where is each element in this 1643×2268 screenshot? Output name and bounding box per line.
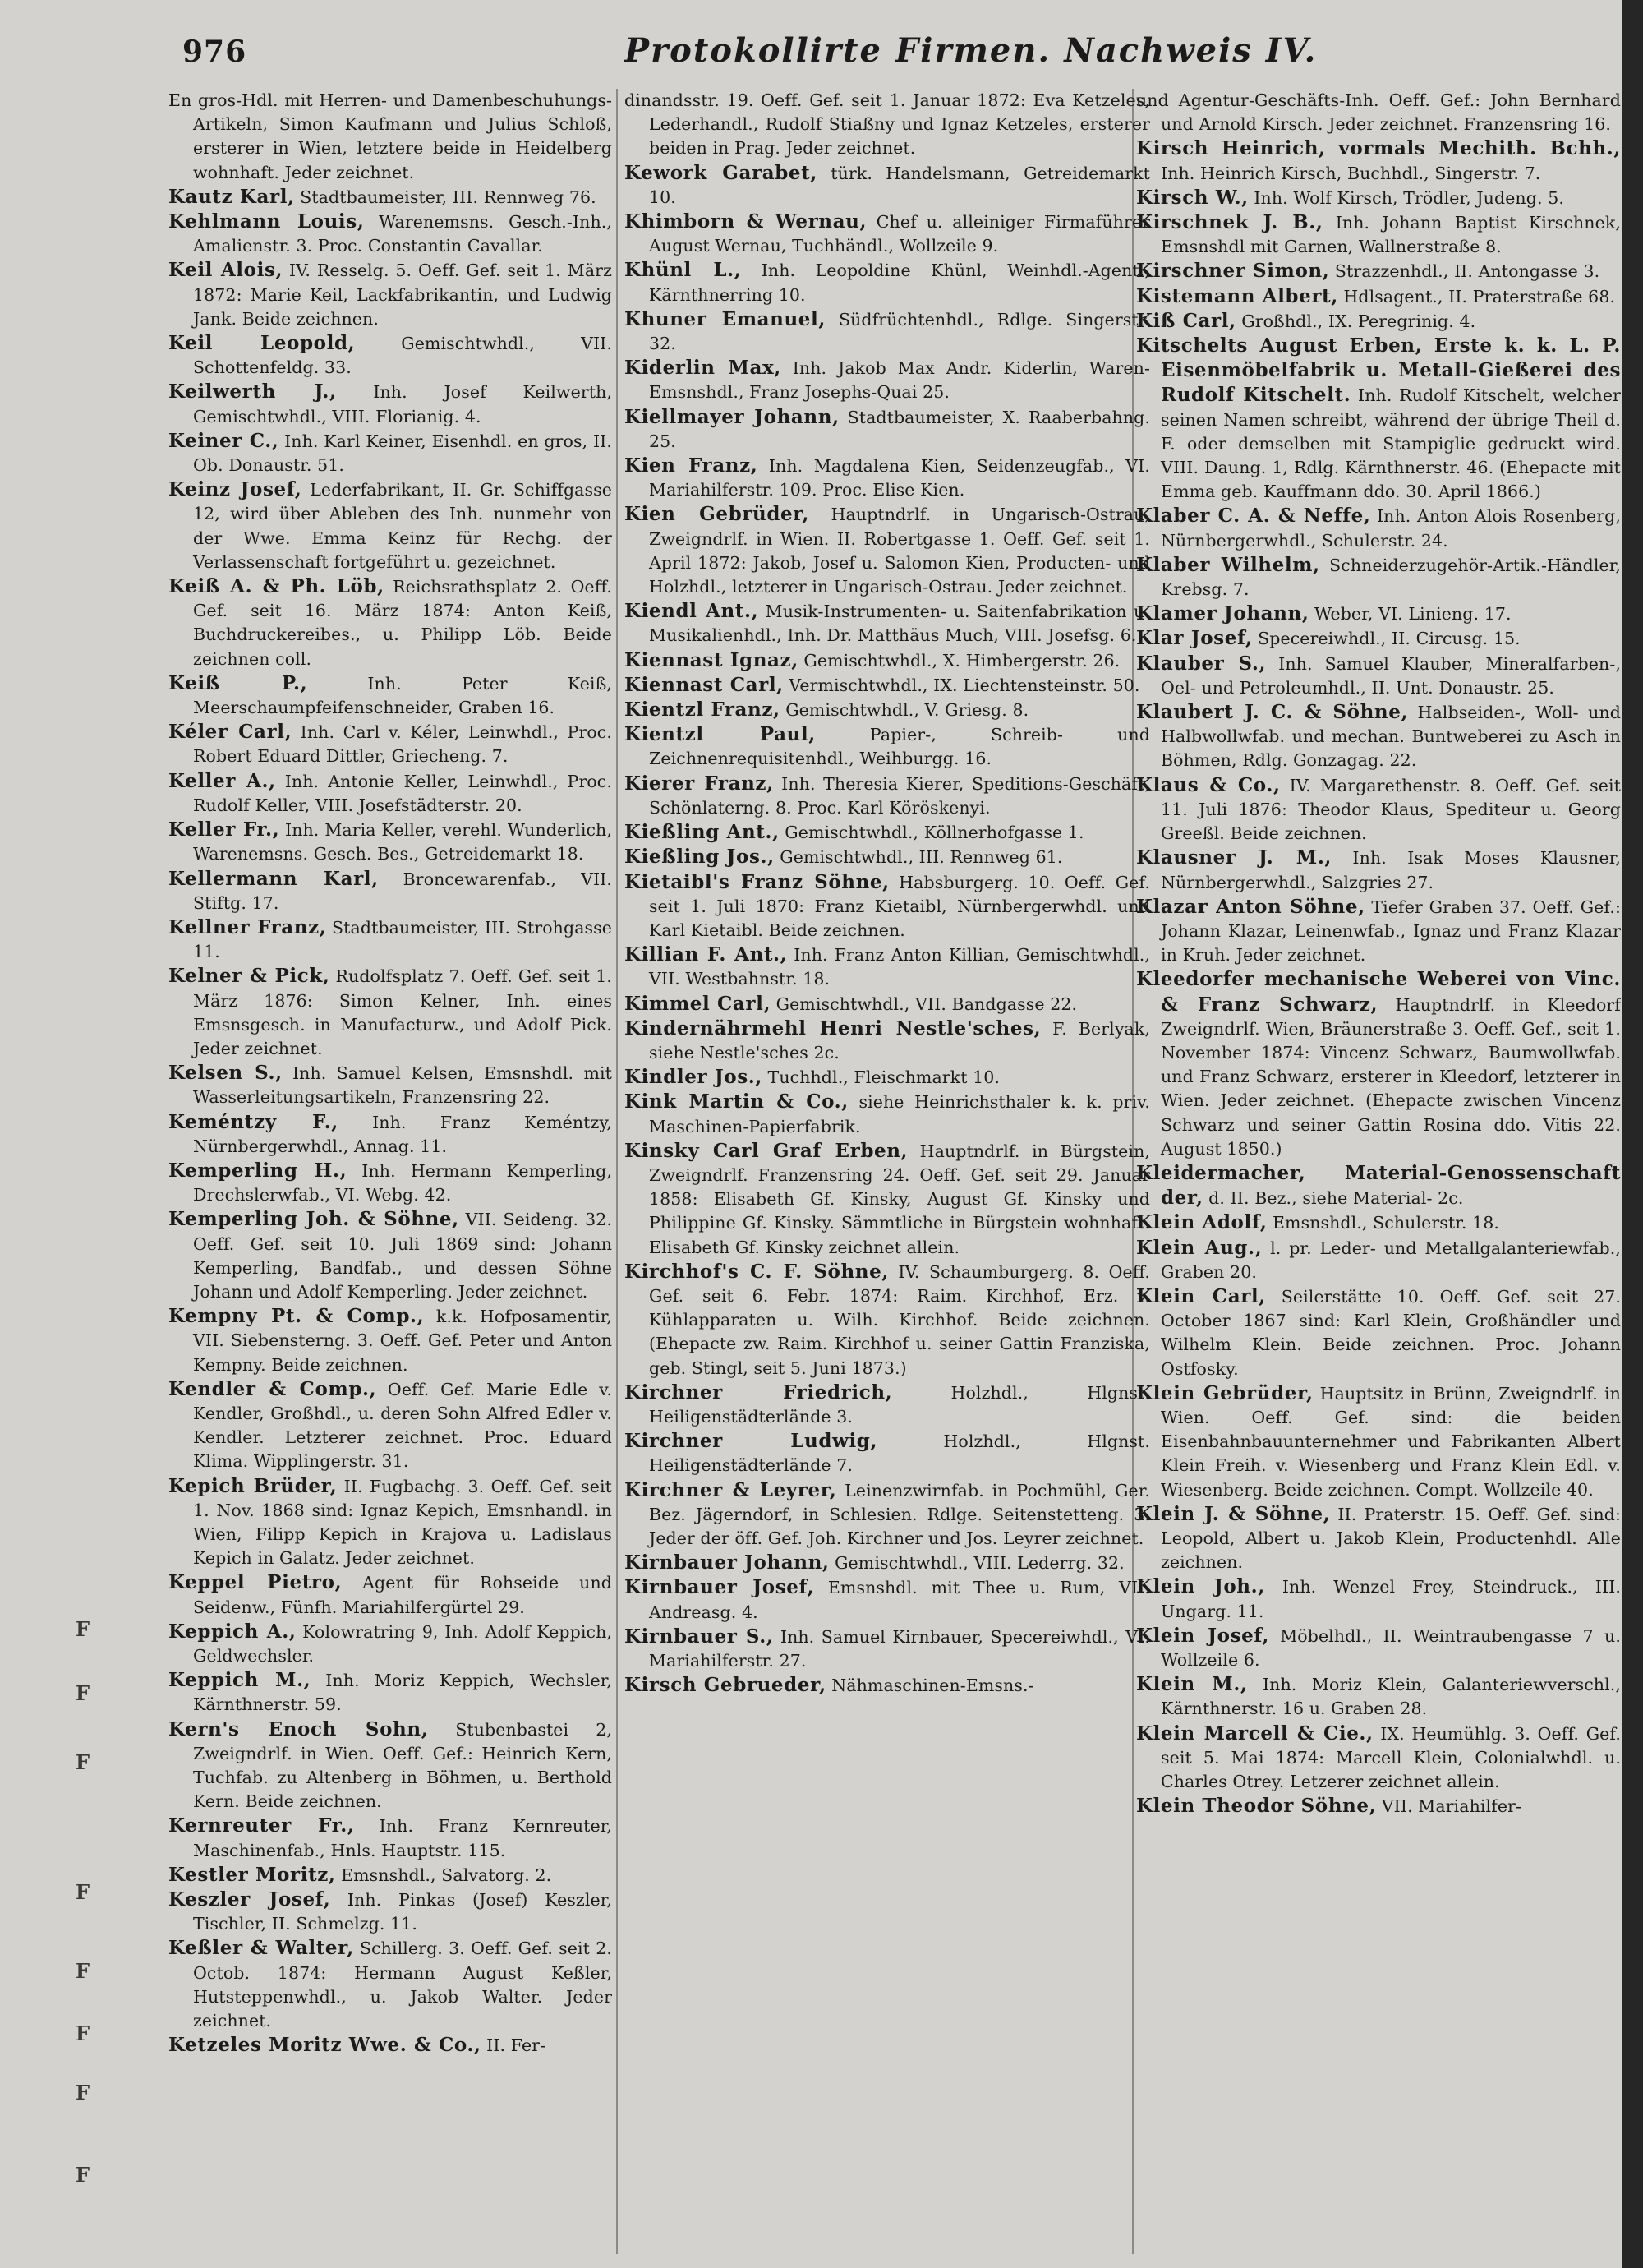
entry-text: siehe Heinrichsthaler k. k. priv. Maschinen-Papierfabrik. (649, 1092, 1150, 1136)
firm-name: Kirnbauer S., (624, 1625, 774, 1648)
directory-entry (168, 1304, 612, 1377)
entry-text: Tiefer Graben 37. Oeff. Gef.: Johann Klazar, Leinenwfab., Ignaz und Franz Klazar in Kruh. Jeder zeichnet. (1161, 897, 1621, 966)
firm-name: Kimmel Carl, (624, 992, 771, 1015)
directory-entry (1136, 1624, 1621, 1672)
column-left (168, 89, 612, 2254)
margin-mark: F (76, 1959, 90, 1983)
firm-name: Kientzl Franz, (624, 698, 780, 721)
entry-text: IX. Heumühlg. 3. Oeff. Gef. seit 5. Mai 1874: Marcell Klein, Colonialwhdl. u. Charles Otrey. Letzerer zeichnet allein. (1161, 1723, 1621, 1792)
firm-name: Kellermann Karl, (168, 867, 379, 890)
firm-name: Kirnbauer Johann, (624, 1551, 830, 1574)
entry-text: II. Fugbachg. 3. Oeff. Gef. seit 1. Nov. 1868 sind: Ignaz Kepich, Emsnhandl. in Wien, Filipp Kepich in Krajova u. Ladislaus Kepich in Galatz. Jeder zeichnet. (193, 1476, 612, 1569)
firm-name: Keßler & Walter, (168, 1937, 354, 1960)
firm-name: Kempny Pt. & Comp., (168, 1305, 425, 1328)
firm-name: Kirchner Friedrich, (624, 1381, 893, 1404)
entry-text: Gemischtwhdl., VII. Bandgasse 22. (775, 993, 1078, 1014)
firm-name: Klazar Anton Söhne, (1136, 895, 1365, 918)
entry-text: En gros-Hdl. mit Herren- und Damenbeschuhungs-Artikeln, Simon Kaufmann und Julius Schloß, ersterer in Wien, letztere beide in Heidelberg wohnhaft. Jeder zeichnet. (168, 90, 612, 182)
directory-entry (624, 772, 1150, 820)
directory-entry (1136, 967, 1621, 1161)
entry-text: Inh. Franz Keméntzy, Nürnbergerwhdl., Annag. 11. (193, 1112, 612, 1156)
directory-entry (624, 1260, 1150, 1381)
directory-entry (624, 356, 1150, 404)
entry-text: Gemischtwhdl., VIII. Lederrg. 32. (835, 1553, 1125, 1574)
margin-mark: F (76, 1617, 90, 1641)
directory-entry (168, 185, 612, 210)
directory-entry (168, 89, 612, 185)
directory-entry (1136, 773, 1621, 846)
directory-entry (1136, 846, 1621, 894)
directory-entry (624, 405, 1150, 454)
firm-name: Keller Fr., (168, 818, 280, 841)
directory-entry (1136, 626, 1621, 651)
directory-entry (168, 1377, 612, 1474)
directory-entry (168, 331, 612, 380)
firm-name: Ketzeles Moritz Wwe. & Co., (168, 2034, 481, 2057)
directory-entry (1136, 504, 1621, 552)
directory-entry (624, 992, 1150, 1016)
entry-text: Papier-, Schreib- und Zeichnenrequisitenhdl., Weihburgg. 16. (649, 725, 1150, 769)
entry-text: Hauptndrlf. in Bürgstein, Zweigndrlf. Franzensring 24. Oeff. Gef. seit 29. Januar 1858: Elisabeth Gf. Kinsky, August Gf. Kinsky und Philippine Gf. Kinsky. Sämmtliche in Bürgstein wohnhaft. Elisabeth Gf. Kinsky zeichnet allein. (649, 1141, 1150, 1257)
firm-name: Kiendl Ant., (624, 600, 759, 623)
entry-text: Inh. Pinkas (Josef) Keszler, Tischler, II. Schmelzg. 11. (193, 1890, 612, 1934)
firm-name: Kistemann Albert, (1136, 284, 1338, 307)
entry-text: Schillerg. 3. Oeff. Gef. seit 2. Octob. 1874: Hermann August Keßler, Hutsteppenwhdl., u. Jakob Walter. Jeder zeichnet. (193, 1938, 612, 2031)
directory-entry (624, 502, 1150, 599)
directory-entry (168, 915, 612, 964)
directory-entry (624, 161, 1150, 210)
entry-text: Vermischtwhdl., IX. Liechtensteinstr. 50. (789, 675, 1140, 695)
firm-name: Kinsky Carl Graf Erben, (624, 1139, 909, 1162)
directory-entry (168, 720, 612, 768)
directory-entry (168, 1474, 612, 1571)
entry-text: IV. Resselg. 5. Oeff. Gef. seit 1. März 1872: Marie Keil, Lackfabrikantin, und Ludwig Jank. Beide zeichnen. (193, 260, 612, 329)
entry-text: Emsnshdl., Schulerstr. 18. (1272, 1213, 1500, 1233)
directory-entry (168, 1668, 612, 1717)
entry-text: Habsburgerg. 10. Oeff. Gef. seit 1. Juli 1870: Franz Kietaibl, Nürnbergerwhdl. und Karl Kietaibl. Beide zeichnen. (649, 872, 1150, 940)
firm-name: Kiennast Carl, (624, 673, 784, 696)
firm-name: Kiß Carl, (1136, 309, 1236, 332)
directory-entry (1136, 284, 1621, 309)
firm-name: Klein M., (1136, 1673, 1248, 1696)
directory-entry (624, 870, 1150, 943)
directory-entry (624, 1381, 1150, 1429)
firm-name: Klar Josef, (1136, 627, 1253, 650)
firm-name: Kestler Moritz, (168, 1863, 336, 1886)
entry-text: II. Fer- (486, 2035, 546, 2056)
directory-entry (1136, 700, 1621, 773)
entry-text: Reichsrathsplatz 2. Oeff. Gef. seit 16. März 1874: Anton Keiß, Buchdruckereibes., u. Philipp Löb. Beide zeichnen coll. (193, 577, 612, 669)
directory-entry (1136, 1672, 1621, 1721)
margin-mark: F (76, 1750, 90, 1774)
firm-name: Keil Leopold, (168, 332, 356, 355)
directory-entry (168, 1814, 612, 1862)
entry-text: Inh. Wenzel Frey, Steindruck., III. Ungarg. 11. (1161, 1577, 1621, 1621)
directory-entry (1136, 652, 1621, 700)
entry-text: Leinenzwirnfab. in Pochmühl, Ger. Bez. Jägerndorf, in Schlesien. Rdlge. Seitenstetteng. 3. Jeder der öff. Gef. Joh. Kirchner und Jos. Leyrer zeichnet. (649, 1480, 1150, 1548)
entry-text: Inh. Wolf Kirsch, Trödler, Judeng. 5. (1254, 187, 1564, 208)
firm-name: Kernreuter Fr., (168, 1814, 355, 1837)
entry-text: Holzhdl., Hlgnst. Heiligenstädterlände 3. (649, 1382, 1150, 1427)
entry-text: Hdlsagent., II. Praterstraße 68. (1343, 286, 1616, 307)
directory-entry (168, 574, 612, 671)
directory-entry (1136, 186, 1621, 210)
entry-text: Hauptndrlf. in Ungarisch-Ostrau, Zweigndrlf. in Wien. II. Robertgasse 1. Oeff. Gef. seit 1. April 1872: Jakob, Josef u. Salomon Kien, Producten- und Holzhdl., letzterer in Ungarisch-Ostrau. Jeder zeichnet. (649, 505, 1150, 597)
entry-text: Chef u. alleiniger Firmaführer August Wernau, Tuchhändl., Wollzeile 9. (649, 212, 1150, 256)
directory-entry (168, 1159, 612, 1207)
firm-name: Klausner J. M., (1136, 846, 1332, 869)
directory-entry (1136, 1161, 1621, 1210)
entry-text: Nähmaschinen-Emsns.- (831, 1676, 1034, 1696)
entry-text: Specereiwhdl., II. Circusg. 15. (1258, 629, 1521, 649)
firm-name: Khuner Emanuel, (624, 307, 826, 330)
directory-entry (624, 599, 1150, 648)
firm-name: Kirchner & Leyrer, (624, 1478, 837, 1501)
directory-entry (624, 89, 1150, 161)
firm-name: Keszler Josef, (168, 1888, 331, 1911)
directory-entry (168, 1061, 612, 1109)
firm-name: Kehlmann Louis, (168, 210, 365, 233)
firm-name: Klein Joh., (1136, 1575, 1265, 1598)
entry-text: Gemischtwhdl., Köllnerhofgasse 1. (785, 823, 1084, 843)
directory-entry (168, 867, 612, 915)
firm-name: Klauber S., (1136, 652, 1267, 675)
entry-text: Inh. Karl Keiner, Eisenhdl. en gros, II. Ob. Donaustr. 51. (193, 431, 612, 476)
entry-text: Weber, VI. Linieng. 17. (1314, 604, 1512, 625)
directory-entry (624, 258, 1150, 307)
entry-text: Gemischtwhdl., III. Rennweg 61. (780, 847, 1063, 868)
entry-text: Holzhdl., Hlgnst. Heiligenstädterlände 7. (649, 1431, 1150, 1476)
firm-name: Killian F. Ant., (624, 943, 788, 966)
directory-entry (624, 943, 1150, 991)
directory-entry (1136, 1284, 1621, 1381)
entry-text: Gemischtwhdl., V. Griesg. 8. (785, 700, 1029, 721)
entry-text: Kolowratring 9, Inh. Adolf Keppich, Geldwechsler. (193, 1621, 612, 1666)
directory-entry (624, 454, 1150, 502)
firm-name: Kirsch Heinrich, vormals Mechith. Bchh., (1136, 137, 1621, 160)
entry-text: Inh. Samuel Kelsen, Emsnshdl. mit Wasserleitungsartikeln, Franzensring 22. (193, 1063, 612, 1108)
firm-name: Kink Martin & Co., (624, 1090, 849, 1113)
firm-name: Keller A., (168, 769, 276, 792)
entry-text: Seilerstätte 10. Oeff. Gef. seit 27. October 1867 sind: Karl Klein, Großhändler und Wilhelm Klein. Beide zeichnen. Proc. Johann Ostfosky. (1161, 1286, 1621, 1379)
entry-text: IV. Schaumburgerg. 8. Oeff. Gef. seit 6. Febr. 1874: Raim. Kirchhof, Erz. v. Kühlapparaten u. Wilh. Kirchhof. Beide zeichnen. (Ehepacte zw. Raim. Kirchhof u. seiner Gattin Franziska, geb. Stingl, seit 5. Juni 1873.) (649, 1261, 1150, 1378)
entry-text: Musik-Instrumenten- u. Saitenfabrikation u. Musikalienhdl., Inh. Dr. Matthäus Much, VIII. Josefsg. 6. (649, 602, 1150, 646)
directory-entry (624, 1139, 1150, 1260)
firm-name: Klaubert J. C. & Söhne, (1136, 701, 1409, 724)
directory-entry (168, 1717, 612, 1814)
entry-text: Schneiderzugehör-Artik.-Händler, Krebsg. 7. (1161, 555, 1621, 600)
entry-text: Emsnshdl., Salvatorg. 2. (341, 1865, 552, 1885)
firm-name: Kirchhof's C. F. Söhne, (624, 1260, 889, 1283)
directory-entry (168, 210, 612, 258)
directory-entry (168, 1888, 612, 1936)
firm-name: Khimborn & Wernau, (624, 210, 868, 233)
firm-name: Klamer Johann, (1136, 602, 1309, 625)
entry-text: und Agentur-Geschäfts-Inh. Oeff. Gef.: John Bernhard und Arnold Kirsch. Jeder zeichnet. Franzensring 16. (1136, 90, 1621, 135)
entry-text: Inh. Carl v. Kéler, Leinwhdl., Proc. Robert Eduard Dittler, Griecheng. 7. (193, 722, 612, 767)
firm-name: Kemperling Joh. & Söhne, (168, 1208, 459, 1231)
entry-text: Inh. Magdalena Kien, Seidenzeugfab., VI. Mariahilferstr. 109. Proc. Elise Kien. (649, 456, 1150, 500)
firm-name: Keil Alois, (168, 259, 283, 282)
firm-name: Klein Marcell & Cie., (1136, 1722, 1374, 1745)
entry-text: Südfrüchtenhdl., Rdlge. Singerstr. 32. (649, 309, 1150, 354)
firm-name: Kirchner Ludwig, (624, 1430, 878, 1453)
directory-entry (624, 722, 1150, 771)
entry-text: Stubenbastei 2, Zweigndrlf. in Wien. Oeff. Gef.: Heinrich Kern, Tuchfab. zu Altenberg in Böhmen, u. Berthold Kern. Beide zeichnen. (193, 1719, 612, 1812)
entry-text: Hauptsitz in Brünn, Zweigndrlf. in Wien. Oeff. Gef. sind: die beiden Eisenbahnbauunternehmer und Fabrikanten Albert Klein Freih. v. Wiesenberg und Franz Klein Edl. v. Wiesenberg. Beide zeichnen. Compt. Wollzeile 40. (1161, 1383, 1621, 1500)
firm-name: Kirschner Simon, (1136, 260, 1330, 283)
entry-text: Tuchhdl., Fleischmarkt 10. (767, 1067, 1001, 1088)
firm-name: Khünl L., (624, 259, 742, 282)
firm-name: Kießling Jos., (624, 846, 775, 869)
directory-entry (168, 477, 612, 574)
firm-name: Kierer Franz, (624, 772, 774, 795)
firm-name: Klein Carl, (1136, 1284, 1266, 1307)
entry-text: Warenemsns. Gesch.-Inh., Amalienstr. 3. Proc. Constantin Cavallar. (193, 212, 612, 256)
directory-entry (1136, 334, 1621, 504)
directory-entry (624, 1625, 1150, 1673)
entry-text: d. II. Bez., siehe Material- 2c. (1208, 1188, 1464, 1209)
firm-name: Kern's Enoch Sohn, (168, 1717, 429, 1740)
firm-name: Kindernährmehl Henri Nestle'sches, (624, 1016, 1042, 1040)
directory-entry (1136, 553, 1621, 602)
entry-text: Inh. Rudolf Kitschelt, welcher seinen Namen schreibt, während der übrige Theil d. F. oder demselben mit Stampiglie gedruckt wird. VIII. Daung. 1, Rdlg. Kärnthnerstr. 46. (Ehepacte mit Emma geb. Kauffmann ddo. 30. April 1866.) (1161, 385, 1621, 502)
firm-name: Kitschelts August Erben, Erste k. k. L. P. Eisenmöbelfabrik u. Metall-Gießerei des Rudolf Kitschelt. (1136, 334, 1621, 407)
firm-name: Kéler Carl, (168, 721, 292, 744)
entry-text: Hauptndrlf. in Kleedorf Zweigndrlf. Wien, Bräunerstraße 3. Oeff. Gef., seit 1. November 1874: Vincenz Schwarz, Baumwollwfab. und Franz Schwarz, ersterer in Kleedorf, letzterer in Wien. Jeder zeichnet. (Ehepacte zwischen Vincenz Schwarz und seiner Gattin Rosina ddo. Vitis 22. August 1850.) (1161, 994, 1621, 1159)
directory-entry (1136, 895, 1621, 968)
entry-text: Inh. Franz Kernreuter, Maschinenfab., Hnls. Hauptstr. 115. (193, 1816, 612, 1860)
firm-name: Kendler & Comp., (168, 1377, 377, 1400)
entry-text: II. Praterstr. 15. Oeff. Gef. sind: Leopold, Albert u. Jakob Klein, Productenhdl. Alle zeichnen. (1161, 1504, 1621, 1573)
directory-entry (1136, 1722, 1621, 1795)
entry-text: Gemischtwhdl., X. Himbergerstr. 26. (803, 650, 1121, 671)
entry-text: IV. Margarethenstr. 8. Oeff. Gef. seit 11. Juli 1876: Theodor Klaus, Spediteur u. Georg Greeßl. Beide zeichnen. (1161, 775, 1621, 844)
entry-text: F. Berlyak, siehe Nestle'sches 2c. (649, 1018, 1150, 1063)
firm-name: Kientzl Paul, (624, 723, 816, 746)
firm-name: Kiennast Ignaz, (624, 648, 798, 671)
directory-entry (624, 1090, 1150, 1138)
firm-name: Kelsen S., (168, 1062, 283, 1085)
directory-entry (624, 1016, 1150, 1065)
entry-text: Inh. Johann Baptist Kirschnek, Emsnshdl mit Garnen, Wallnerstraße 8. (1161, 213, 1621, 257)
firm-name: Kietaibl's Franz Söhne, (624, 870, 890, 893)
entry-text: türk. Handelsmann, Getreidemarkt 10. (649, 163, 1150, 207)
firm-name: Keinz Josef, (168, 478, 302, 501)
firm-name: Kießling Ant., (624, 821, 780, 844)
firm-name: Klein Josef, (1136, 1624, 1269, 1647)
firm-name: Keiß P., (168, 671, 308, 694)
entry-text: Inh. Heinrich Kirsch, Buchhdl., Singerstr. 7. (1161, 163, 1541, 183)
firm-name: Kien Gebrüder, (624, 503, 809, 526)
directory-entry (168, 1620, 612, 1668)
firm-name: Kework Garabet, (624, 161, 817, 184)
page-header (0, 28, 1622, 77)
entry-text: Inh. Samuel Kirnbauer, Specereiwhdl., VI. Mariahilferstr. 27. (649, 1626, 1150, 1671)
firm-name: Kirschnek J. B., (1136, 211, 1323, 234)
entry-text: Inh. Leopoldine Khünl, Weinhdl.-Agent., Kärnthnerring 10. (649, 260, 1150, 305)
directory-entry (168, 380, 612, 428)
entry-text: Inh. Moriz Keppich, Wechsler, Kärnthnerstr. 59. (193, 1671, 612, 1715)
firm-name: Kleedorfer mechanische Weberei von Vinc. & Franz Schwarz, (1136, 968, 1621, 1016)
entry-text: Stadtbaumeister, III. Rennweg 76. (300, 187, 596, 207)
directory-entry (168, 2033, 612, 2058)
firm-name: Klaber Wilhelm, (1136, 553, 1320, 576)
directory-entry (1136, 259, 1621, 284)
firm-name: Kepich Brüder, (168, 1474, 338, 1497)
entry-text: Stadtbaumeister, III. Strohgasse 11. (193, 917, 612, 962)
firm-name: Kindler Jos., (624, 1066, 763, 1089)
entry-text: Inh. Isak Moses Klausner, Nürnbergerwhdl., Salzgries 27. (1161, 848, 1621, 892)
firm-name: Klein Aug., (1136, 1236, 1263, 1259)
directory-entry (168, 258, 612, 331)
directory-entry (624, 1551, 1150, 1575)
firm-name: Keppel Pietro, (168, 1571, 343, 1594)
entry-text: Inh. Peter Keiß, Meerschaumpfeifenschneider, Graben 16. (193, 673, 612, 718)
margin-mark: F (76, 2163, 90, 2187)
directory-entry (624, 1429, 1150, 1477)
entry-text: Strazzenhdl., II. Antongasse 3. (1334, 261, 1600, 282)
directory-entry (1136, 1574, 1621, 1623)
directory-entry (624, 210, 1150, 258)
entry-text: Agent für Rohseide und Seidenw., Fünfh. Mariahilfergürtel 29. (193, 1573, 612, 1617)
entry-text: Gemischtwhdl., VII. Schottenfeldg. 33. (193, 334, 612, 378)
directory-entry (624, 820, 1150, 845)
firm-name: Kirsch Gebrueder, (624, 1674, 826, 1697)
column-right (1136, 89, 1621, 2254)
entry-text: Rudolfsplatz 7. Oeff. Gef. seit 1. März 1876: Simon Kelner, Inh. eines Emsnsgesch. in Manufacturw., und Adolf Pick. Jeder zeichnet. (193, 966, 612, 1058)
margin-mark: F (76, 2021, 90, 2045)
directory-entry (1136, 602, 1621, 626)
firm-name: Kemperling H., (168, 1159, 347, 1182)
directory-entry (1136, 1236, 1621, 1284)
entry-text: Inh. Hermann Kemperling, Drechslerwfab., VI. Webg. 42. (193, 1160, 612, 1205)
firm-name: Kiellmayer Johann, (624, 405, 840, 428)
margin-mark: F (76, 2081, 90, 2104)
directory-entry (1136, 1210, 1621, 1235)
entry-text: Inh. Samuel Klauber, Mineralfarben-, Oel- und Petroleumhdl., II. Unt. Donaustr. 25. (1161, 653, 1621, 698)
directory-entry (624, 1478, 1150, 1551)
entry-text: Großhdl., IX. Peregrinig. 4. (1241, 311, 1476, 331)
entry-text: Inh. Antonie Keller, Leinwhdl., Proc. Rudolf Keller, VIII. Josefstädterstr. 20. (193, 771, 612, 815)
directory-entry (1136, 1502, 1621, 1575)
directory-entry (624, 1673, 1150, 1698)
directory-entry (624, 1575, 1150, 1624)
firm-name: Keiß A. & Ph. Löb, (168, 575, 384, 598)
firm-name: Kien Franz, (624, 454, 758, 477)
column-middle (624, 89, 1150, 2254)
entry-text: Broncewarenfab., VII. Stiftg. 17. (193, 869, 612, 913)
directory-entry (168, 818, 612, 866)
directory-entry (624, 307, 1150, 356)
directory-entry (168, 769, 612, 818)
directory-entry (624, 673, 1150, 698)
entry-text: k.k. Hofposamentir, VII. Siebensterng. 3. Oeff. Gef. Peter und Anton Kempny. Beide zeichnen. (193, 1307, 612, 1375)
firm-name: Kelner & Pick, (168, 965, 330, 988)
directory-entry (1136, 309, 1621, 334)
directory-entry (168, 1207, 612, 1304)
directory-entry (168, 1110, 612, 1159)
entry-text: Inh. Josef Keilwerth, Gemischtwhdl., VIII. Florianig. 4. (193, 382, 612, 426)
entry-text: VII. Mariahilfer- (1381, 1796, 1522, 1817)
directory-entry (168, 671, 612, 720)
directory-entry (168, 1570, 612, 1619)
entry-text: Inh. Maria Keller, verehl. Wunderlich, Warenemsns. Gesch. Bes., Getreidemarkt 18. (193, 820, 612, 864)
firm-name: Klein Adolf, (1136, 1211, 1268, 1234)
firm-name: Kirsch W., (1136, 186, 1249, 209)
page-number: 976 (182, 35, 247, 69)
entry-text: Inh. Theresia Kierer, Speditions-Geschäft, Schönlaterng. 8. Proc. Karl Köröskenyi. (649, 773, 1150, 818)
column-rule (616, 89, 618, 2254)
entry-text: l. pr. Leder- und Metallgalanteriewfab., Graben 20. (1161, 1238, 1621, 1282)
directory-entry (168, 964, 612, 1061)
entry-text: Halbseiden-, Woll- und Halbwollwfab. und mechan. Buntweberei zu Asch in Böhmen, Rdlg. Gonzagag. 22. (1161, 703, 1621, 771)
firm-name: Kirnbauer Josef, (624, 1576, 815, 1599)
entry-text: Stadtbaumeister, X. Raaberbahng. 25. (649, 407, 1150, 451)
firm-name: Klaber C. A. & Neffe, (1136, 505, 1371, 528)
firm-name: Klaus & Co., (1136, 773, 1281, 796)
firm-name: Klein J. & Söhne, (1136, 1502, 1331, 1525)
entry-text: Emsnshdl. mit Thee u. Rum, VII. Andreasg. 4. (649, 1578, 1150, 1622)
entry-text: Möbelhdl., II. Weintraubengasse 7 u. Wollzeile 6. (1161, 1625, 1621, 1670)
entry-text: VII. Seideng. 32. Oeff. Gef. seit 10. Juli 1869 sind: Johann Kemperling, Bandfab., und dessen Söhne Johann und Adolf Kemperling. Jeder zeichnet. (193, 1210, 612, 1302)
entry-text: Inh. Franz Anton Killian, Gemischtwhdl., VII. Westbahnstr. 18. (649, 945, 1150, 989)
firm-name: Keppich A., (168, 1620, 297, 1643)
margin-mark: F (76, 1681, 90, 1705)
directory-entry (624, 1065, 1150, 1090)
running-title: Protokollirte Firmen. Nachweis IV. (624, 31, 1318, 70)
firm-name: Kellner Franz, (168, 915, 327, 938)
directory-entry (624, 698, 1150, 722)
firm-name: Keilwerth J., (168, 380, 337, 403)
firm-name: Klein Gebrüder, (1136, 1381, 1314, 1404)
page-edge-shadow (1622, 0, 1643, 2268)
directory-entry (1136, 136, 1621, 185)
directory-entry (168, 429, 612, 477)
firm-name: Keméntzy F., (168, 1110, 338, 1133)
directory-entry (1136, 210, 1621, 259)
directory-entry (1136, 1794, 1621, 1819)
entry-text: Lederfabrikant, II. Gr. Schiffgasse 12, wird über Ableben des Inh. nunmehr von der Wwe. Emma Keinz für Rechg. der Verlassenschaft fortgeführt u. gezeichnet. (193, 480, 612, 572)
firm-name: Klein Theodor Söhne, (1136, 1795, 1377, 1818)
directory-entry (168, 1863, 612, 1888)
entry-text: Inh. Jakob Max Andr. Kiderlin, Waren-Emsnshdl., Franz Josephs-Quai 25. (649, 358, 1150, 403)
directory-entry (168, 1936, 612, 2033)
directory-entry (624, 648, 1150, 673)
margin-mark: F (76, 1880, 90, 1904)
directory-entry (1136, 1381, 1621, 1502)
firm-name: Kiderlin Max, (624, 357, 781, 380)
entry-text: dinandsstr. 19. Oeff. Gef. seit 1. Januar 1872: Eva Ketzeles, Lederhandl., Rudolf Stiaßny und Ignaz Ketzeles, ersterer beiden in Prag. Jeder zeichnet. (624, 90, 1150, 159)
directory-entry (624, 845, 1150, 869)
entry-text: Oeff. Gef. Marie Edle v. Kendler, Großhdl., u. deren Sohn Alfred Edler v. Kendler. Letzterer zeichnet. Proc. Eduard Klima. Wipplingerstr. 31. (193, 1379, 612, 1472)
firm-name: Kleidermacher, Material-Genossenschaft der, (1136, 1161, 1621, 1210)
entry-text: Inh. Moriz Klein, Galanteriewverschl., Kärnthnerstr. 16 u. Graben 28. (1161, 1675, 1621, 1719)
directory-entry (1136, 89, 1621, 136)
firm-name: Keiner C., (168, 429, 279, 452)
firm-name: Kautz Karl, (168, 185, 295, 208)
entry-text: Inh. Anton Alois Rosenberg, Nürnbergerwhdl., Schulerstr. 24. (1161, 506, 1621, 551)
firm-name: Keppich M., (168, 1669, 311, 1692)
